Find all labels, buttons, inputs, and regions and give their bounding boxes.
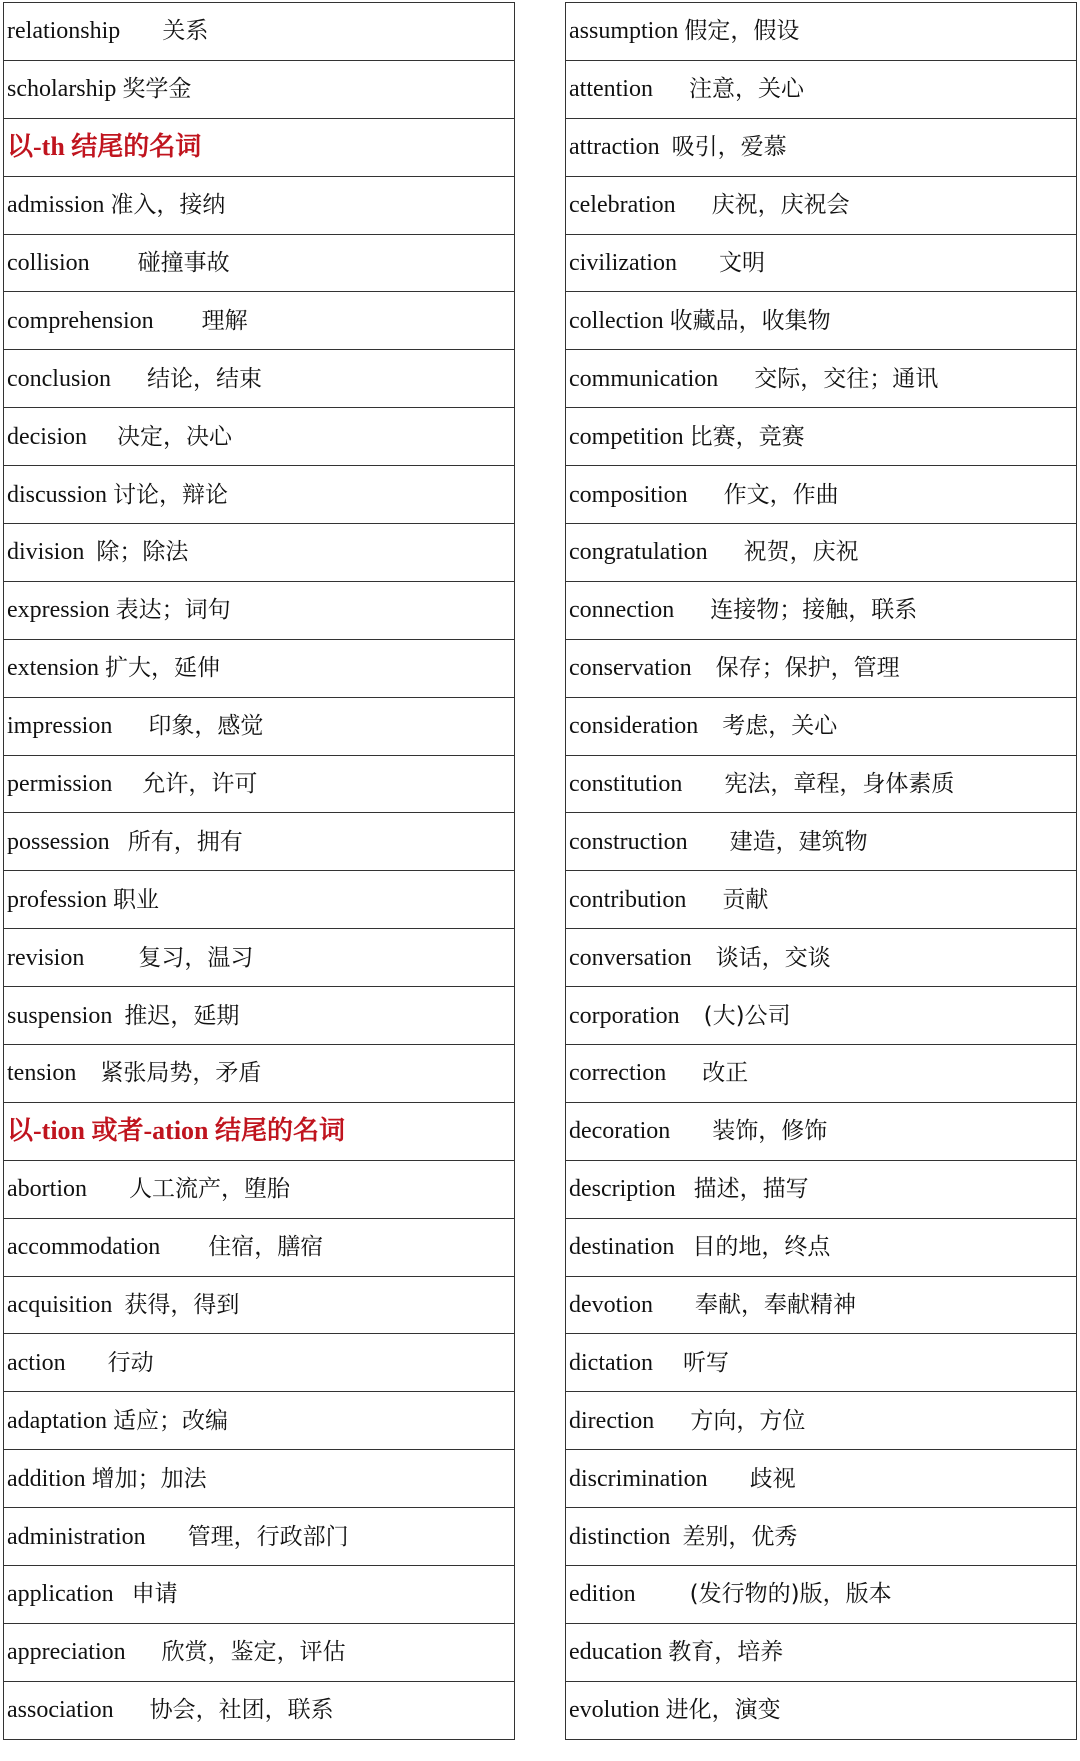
vocab-row (566, 871, 1077, 929)
vocab-row (4, 1276, 515, 1334)
chinese-meaning: 吸引，爱慕 (671, 134, 787, 161)
chinese-meaning: 关系 (162, 18, 209, 45)
chinese-meaning: 考虑，关心 (722, 713, 838, 740)
english-word: comprehension (7, 307, 154, 334)
vocab-cell (4, 292, 515, 350)
chinese-meaning: 增加；加法 (91, 1465, 207, 1492)
spacer (112, 1003, 124, 1029)
spacer (698, 713, 722, 739)
spacer (84, 945, 138, 971)
spacer (692, 655, 716, 681)
spacer (666, 1060, 702, 1086)
vocab-row (566, 234, 1077, 292)
chinese-meaning: 交际，交往；通讯 (754, 365, 939, 392)
vocab-row (4, 350, 515, 408)
vocab-row (566, 697, 1077, 755)
vocab-row (566, 1450, 1077, 1508)
vocab-row (4, 755, 515, 813)
vocab-row (566, 408, 1077, 466)
vocab-row (566, 1218, 1077, 1276)
vocab-row (4, 1392, 515, 1450)
vocab-cell (566, 1160, 1077, 1218)
english-word: assumption (569, 18, 679, 45)
vocab-cell (4, 408, 515, 466)
english-word: appreciation (7, 1639, 126, 1666)
vocab-cell (566, 1681, 1077, 1739)
vocab-cell (4, 1160, 515, 1218)
vocab-row (4, 524, 515, 582)
chinese-meaning: 方向，方位 (690, 1407, 806, 1434)
vocab-row (4, 3, 515, 61)
spacer (112, 771, 142, 797)
vocab-row (4, 639, 515, 697)
chinese-meaning: 目的地，终点 (692, 1234, 831, 1261)
vocab-row (4, 1681, 515, 1739)
vocab-cell (4, 1566, 515, 1624)
vocab-cell (566, 1450, 1077, 1508)
english-word: conversation (569, 944, 692, 971)
chinese-meaning: 人工流产，堕胎 (128, 1176, 290, 1203)
english-word: connection (569, 597, 675, 624)
vocab-row (4, 871, 515, 929)
vocab-row (566, 1160, 1077, 1218)
spacer (90, 250, 138, 276)
vocab-cell (4, 466, 515, 524)
spacer (654, 1408, 690, 1434)
vocab-cell (4, 60, 515, 118)
vocab-cell (566, 1045, 1077, 1103)
english-word: relationship (7, 18, 121, 45)
vocab-table-right-body (566, 3, 1077, 1740)
vocab-row (566, 118, 1077, 176)
vocab-table-left (3, 2, 515, 1740)
english-word: action (7, 1349, 66, 1376)
vocab-cell (4, 1681, 515, 1739)
spacer (682, 771, 724, 797)
chinese-meaning: 紧张局势，矛盾 (100, 1060, 262, 1087)
vocab-cell (4, 987, 515, 1045)
english-word: direction (569, 1407, 655, 1434)
english-word: communication (569, 365, 719, 392)
english-word: contribution (569, 886, 687, 913)
spacer (110, 829, 128, 855)
vocab-row (566, 1045, 1077, 1103)
english-word: conclusion (7, 365, 111, 392)
spacer (154, 308, 202, 334)
chinese-meaning: (发行物的)版，版本 (689, 1581, 892, 1608)
vocab-cell (566, 813, 1077, 871)
english-word: decoration (569, 1118, 671, 1145)
english-word: admission (7, 192, 105, 219)
chinese-meaning: 听写 (682, 1349, 729, 1376)
vocab-row (566, 176, 1077, 234)
chinese-meaning: 适应；改编 (112, 1407, 228, 1434)
spacer (680, 1003, 704, 1029)
english-word: composition (569, 481, 688, 508)
chinese-meaning: 管理，行政部门 (187, 1523, 349, 1550)
english-word: impression (7, 713, 113, 740)
vocab-cell (566, 871, 1077, 929)
english-word: distinction (569, 1523, 671, 1550)
spacer (636, 1581, 690, 1607)
english-word: constitution (569, 771, 683, 798)
english-word: permission (7, 771, 113, 798)
english-word: adaptation (7, 1407, 107, 1434)
spacer (670, 1524, 682, 1550)
chinese-meaning: 除；除法 (96, 539, 189, 566)
english-word: revision (7, 944, 85, 971)
spacer (112, 713, 148, 739)
spacer (114, 1697, 150, 1723)
chinese-meaning: 教育，培养 (668, 1639, 784, 1666)
vocab-cell (566, 3, 1077, 61)
english-word: suspension (7, 1002, 113, 1029)
chinese-meaning: 扩大，延伸 (104, 655, 220, 682)
vocab-cell (566, 234, 1077, 292)
vocab-cell (566, 1334, 1077, 1392)
vocab-cell (4, 1392, 515, 1450)
vocab-row (566, 1566, 1077, 1624)
spacer (120, 18, 162, 44)
english-word: profession (7, 886, 107, 913)
english-word: corporation (569, 1002, 680, 1029)
vocab-row (4, 234, 515, 292)
spacer (674, 597, 710, 623)
vocab-cell (4, 697, 515, 755)
vocab-cell (4, 639, 515, 697)
vocab-cell (4, 234, 515, 292)
chinese-meaning: 表达；词句 (115, 597, 231, 624)
english-word: accommodation (7, 1234, 161, 1261)
chinese-meaning: (大)公司 (703, 1002, 791, 1029)
vocab-row (4, 292, 515, 350)
vocab-cell (566, 1276, 1077, 1334)
vocab-cell (566, 639, 1077, 697)
vocab-row (566, 292, 1077, 350)
english-word: description (569, 1176, 676, 1203)
chinese-meaning: 宪法，章程，身体素质 (724, 771, 955, 798)
vocab-row (4, 1334, 515, 1392)
english-word: discussion (7, 481, 108, 508)
chinese-meaning: 印象，感觉 (148, 713, 264, 740)
chinese-meaning: 歧视 (749, 1465, 796, 1492)
chinese-meaning: 住宿，膳宿 (208, 1234, 324, 1261)
chinese-meaning: 所有，拥有 (127, 828, 243, 855)
vocab-cell (4, 1276, 515, 1334)
vocab-row (4, 176, 515, 234)
spacer (160, 1234, 208, 1260)
spacer (688, 829, 730, 855)
chinese-meaning: 申请 (131, 1581, 178, 1608)
vocab-cell (566, 176, 1077, 234)
chinese-meaning: 协会，社团，联系 (149, 1697, 334, 1724)
vocab-cell (4, 1218, 515, 1276)
spacer (692, 945, 716, 971)
vocab-row (4, 1623, 515, 1681)
english-word: construction (569, 828, 688, 855)
vocab-row (566, 1623, 1077, 1681)
english-word: celebration (569, 192, 676, 219)
chinese-meaning: 连接物；接触，联系 (710, 597, 918, 624)
english-word: destination (569, 1234, 675, 1261)
vocab-cell (4, 1450, 515, 1508)
english-word: attention (569, 76, 653, 103)
chinese-meaning: 碰撞事故 (137, 250, 230, 276)
vocab-row (566, 3, 1077, 61)
chinese-meaning: 谈话，交谈 (715, 944, 831, 971)
english-word: scholarship (7, 76, 117, 103)
vocab-row (4, 408, 515, 466)
vocab-row (4, 466, 515, 524)
chinese-meaning: 注意，关心 (688, 76, 804, 103)
vocab-cell (566, 1218, 1077, 1276)
chinese-meaning: 作文，作曲 (723, 481, 839, 508)
english-word: correction (569, 1060, 667, 1087)
chinese-meaning: 收藏品，收集物 (669, 307, 831, 334)
spacer (87, 1176, 129, 1202)
chinese-meaning: 保存；保护，管理 (715, 655, 900, 682)
english-word: administration (7, 1523, 146, 1550)
vocab-row (566, 1392, 1077, 1450)
chinese-meaning: 推迟，延期 (124, 1002, 240, 1029)
spacer (718, 366, 754, 392)
vocab-row (566, 755, 1077, 813)
chinese-meaning: 祝贺，庆祝 (743, 539, 859, 566)
spacer (146, 1524, 188, 1550)
spacer (688, 482, 724, 508)
spacer (677, 250, 719, 276)
vocab-cell (4, 1623, 515, 1681)
chinese-meaning: 获得，得到 (124, 1292, 240, 1319)
chinese-meaning: 职业 (112, 886, 159, 913)
english-word: consideration (569, 713, 699, 740)
chinese-meaning: 决定，决心 (116, 423, 232, 450)
vocab-cell (566, 1566, 1077, 1624)
vocab-table-right (565, 2, 1077, 1740)
vocab-cell (566, 987, 1077, 1045)
english-word: expression (7, 597, 110, 624)
vocab-cell (566, 581, 1077, 639)
vocab-cell (566, 1102, 1077, 1160)
spacer (660, 134, 672, 160)
vocab-row (566, 1334, 1077, 1392)
vocab-cell (566, 755, 1077, 813)
vocab-row (566, 350, 1077, 408)
vocab-row (566, 466, 1077, 524)
vocab-row (4, 581, 515, 639)
english-word: competition (569, 423, 684, 450)
english-word: civilization (569, 250, 677, 276)
chinese-meaning: 讨论，辩论 (113, 481, 229, 508)
vocab-row (566, 60, 1077, 118)
english-word: attraction (569, 134, 660, 161)
vocab-row (4, 1045, 515, 1103)
vocab-cell (4, 1334, 515, 1392)
english-word: evolution (569, 1697, 660, 1724)
english-word: collision (7, 250, 90, 276)
vocab-row (4, 987, 515, 1045)
vocab-cell (566, 60, 1077, 118)
vocab-cell (4, 755, 515, 813)
vocab-cell (566, 1508, 1077, 1566)
english-word: application (7, 1581, 114, 1608)
section-heading: 以-tion 或者-ation 结尾的名词 (4, 1102, 515, 1160)
vocab-cell (4, 3, 515, 61)
vocab-cell (4, 1508, 515, 1566)
vocab-row (566, 639, 1077, 697)
vocab-row (566, 813, 1077, 871)
vocab-row (566, 987, 1077, 1045)
spacer (653, 76, 689, 102)
spacer (126, 1639, 162, 1665)
spacer (670, 1118, 712, 1144)
chinese-meaning: 复习，温习 (138, 944, 254, 971)
vocab-cell (4, 871, 515, 929)
chinese-meaning: 允许，许可 (142, 771, 258, 798)
vocab-row (566, 524, 1077, 582)
chinese-meaning: 理解 (201, 307, 248, 334)
spacer (653, 1350, 683, 1376)
chinese-meaning: 欣赏，鉴定，评估 (161, 1639, 346, 1666)
chinese-meaning: 贡献 (722, 886, 769, 913)
vocab-cell (566, 292, 1077, 350)
vocab-cell (566, 118, 1077, 176)
english-word: decision (7, 423, 87, 450)
english-word: congratulation (569, 539, 708, 566)
chinese-meaning: 假定，假设 (684, 18, 800, 45)
spacer (674, 1234, 692, 1260)
section-heading: 以-th 结尾的名词 (4, 118, 515, 176)
vocab-row (4, 1218, 515, 1276)
vocab-cell (566, 408, 1077, 466)
vocab-row (4, 697, 515, 755)
spacer (114, 1581, 132, 1607)
section-heading-row (4, 1102, 515, 1160)
vocab-cell (566, 697, 1077, 755)
english-word: addition (7, 1465, 86, 1492)
spacer (676, 192, 712, 218)
vocab-cell (566, 350, 1077, 408)
english-word: discrimination (569, 1465, 708, 1492)
vocab-cell (4, 176, 515, 234)
vocab-table-left-body (4, 3, 515, 1740)
spacer (87, 424, 117, 450)
chinese-meaning: 差别，优秀 (682, 1523, 798, 1550)
english-word: association (7, 1697, 114, 1724)
vocab-row (4, 1160, 515, 1218)
vocab-cell (4, 350, 515, 408)
vocab-row (566, 929, 1077, 987)
vocab-row (566, 1508, 1077, 1566)
chinese-meaning: 进化，演变 (665, 1697, 781, 1724)
chinese-meaning: 准入，接纳 (110, 192, 226, 219)
vocab-row (4, 1566, 515, 1624)
vocab-row (4, 929, 515, 987)
vocab-row (566, 1102, 1077, 1160)
spacer (84, 539, 96, 565)
vocab-row (4, 1450, 515, 1508)
english-word: devotion (569, 1292, 653, 1319)
chinese-meaning: 比赛，竞赛 (689, 423, 805, 450)
spacer (111, 366, 147, 392)
chinese-meaning: 结论，结束 (146, 365, 262, 392)
spacer (66, 1350, 108, 1376)
english-word: collection (569, 307, 664, 334)
vocab-cell (566, 524, 1077, 582)
chinese-meaning: 庆祝，庆祝会 (711, 192, 850, 219)
chinese-meaning: 装饰，修饰 (712, 1118, 828, 1145)
english-word: extension (7, 655, 99, 682)
vocab-cell (4, 524, 515, 582)
spacer (76, 1060, 100, 1086)
spacer (676, 1176, 694, 1202)
chinese-meaning: 改正 (702, 1060, 749, 1087)
chinese-meaning: 描述，描写 (693, 1176, 809, 1203)
vocab-cell (566, 466, 1077, 524)
section-heading-row (4, 118, 515, 176)
english-word: tension (7, 1060, 77, 1087)
english-word: acquisition (7, 1292, 113, 1319)
chinese-meaning: 奖学金 (122, 76, 192, 103)
english-word: possession (7, 828, 110, 855)
vocab-cell (4, 1045, 515, 1103)
english-word: division (7, 539, 85, 566)
vocab-cell (4, 929, 515, 987)
vocab-cell (566, 1392, 1077, 1450)
english-word: dictation (569, 1349, 653, 1376)
chinese-meaning: 文明 (718, 250, 765, 276)
chinese-meaning: 行动 (107, 1349, 154, 1376)
english-word: education (569, 1639, 663, 1666)
vocab-row (4, 1508, 515, 1566)
vocab-row (4, 813, 515, 871)
vocab-cell (566, 1623, 1077, 1681)
vocab-row (566, 1276, 1077, 1334)
chinese-meaning: 奉献，奉献精神 (695, 1292, 856, 1319)
vocab-cell (4, 813, 515, 871)
spacer (112, 1292, 124, 1318)
chinese-meaning: 建造，建筑物 (729, 828, 868, 855)
vocab-cell (4, 581, 515, 639)
english-word: edition (569, 1581, 636, 1608)
spacer (686, 887, 722, 913)
english-word: conservation (569, 655, 692, 682)
spacer (653, 1292, 695, 1318)
spacer (708, 539, 744, 565)
vocab-row (4, 60, 515, 118)
vocab-cell (566, 929, 1077, 987)
english-word: abortion (7, 1176, 87, 1203)
vocab-row (566, 1681, 1077, 1739)
vocab-row (566, 581, 1077, 639)
spacer (708, 1466, 750, 1492)
